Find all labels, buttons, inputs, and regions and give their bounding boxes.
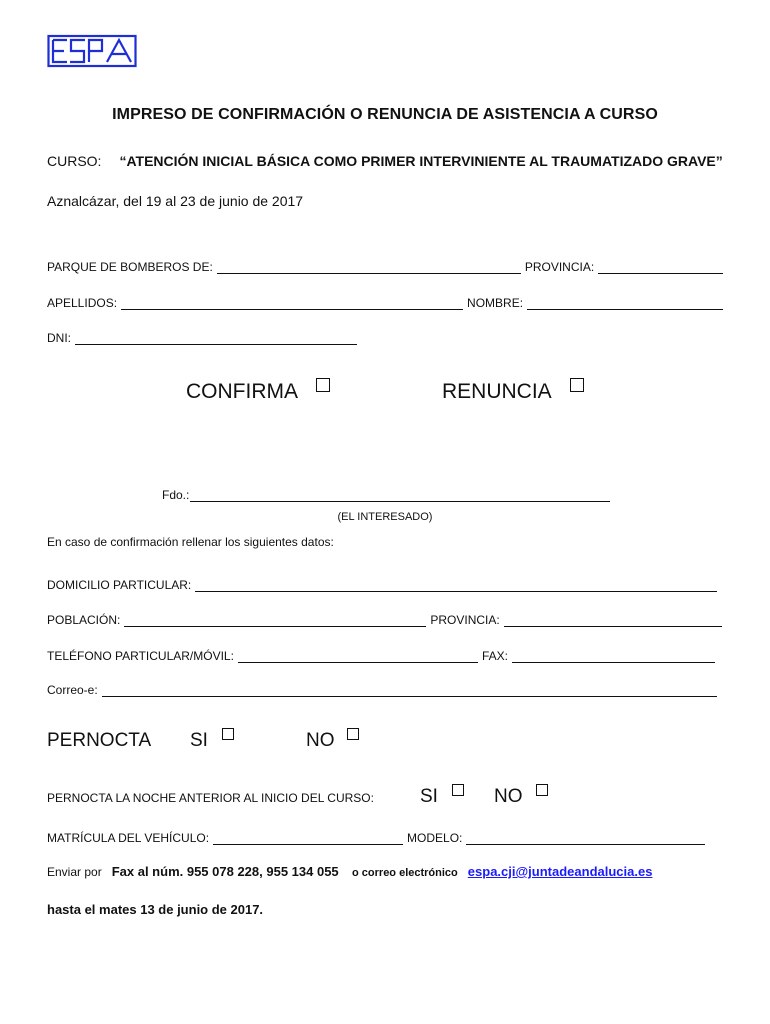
fax-numbers: Fax al núm. 955 078 228, 955 134 055 <box>111 864 339 879</box>
parque-label: PARQUE DE BOMBEROS DE: <box>47 260 213 274</box>
send-instructions <box>47 864 737 879</box>
pernocta-si-checkbox[interactable] <box>222 728 234 740</box>
noche-no-checkbox[interactable] <box>536 784 548 796</box>
apellidos-field[interactable] <box>121 295 463 310</box>
correo-field[interactable] <box>102 682 717 697</box>
row-correo <box>47 679 717 697</box>
poblacion-label: POBLACIÓN: <box>47 613 121 627</box>
enviar-label: Enviar por <box>47 865 102 879</box>
row-apellidos <box>47 292 723 310</box>
domicilio-field[interactable] <box>195 577 717 592</box>
espa-logo <box>47 34 137 68</box>
provincia-label: PROVINCIA: <box>524 260 595 274</box>
modelo-label: MODELO: <box>407 831 463 845</box>
noche-si-label: SI <box>420 786 438 807</box>
row-fdo <box>162 484 610 502</box>
confirma-checkbox[interactable] <box>316 378 330 392</box>
parque-field[interactable] <box>217 259 521 274</box>
confirm-intro: En caso de confirmación rellenar los siguientes datos: <box>47 535 334 549</box>
modelo-field[interactable] <box>466 830 705 845</box>
provincia2-field[interactable] <box>504 612 722 627</box>
row-dni <box>47 327 357 345</box>
matricula-label: MATRÍCULA DEL VEHÍCULO: <box>47 831 210 845</box>
document-title: IMPRESO DE CONFIRMACIÓN O RENUNCIA DE ASISTENCIA A CURSO <box>112 106 658 123</box>
provincia-field[interactable] <box>598 259 723 274</box>
interesado-caption: (EL INTERESADO) <box>337 511 433 523</box>
pernocta-no-label: NO <box>306 730 335 751</box>
fdo-label: Fdo.: <box>162 488 190 502</box>
row-telefono <box>47 645 715 663</box>
telefono-label: TELÉFONO PARTICULAR/MÓVIL: <box>47 649 234 663</box>
nombre-label: NOMBRE: <box>467 296 524 310</box>
matricula-field[interactable] <box>213 830 403 845</box>
fax-label: FAX: <box>481 649 508 663</box>
dni-label: DNI: <box>47 331 71 345</box>
row-vehiculo <box>47 827 705 845</box>
email-link[interactable]: espa.cji@juntadeandalucia.es <box>467 864 653 879</box>
course-label: CURSO: <box>47 153 102 169</box>
confirma-label: CONFIRMA <box>186 380 298 403</box>
pernocta-si-label: SI <box>190 730 208 751</box>
row-poblacion <box>47 609 722 627</box>
row-domicilio <box>47 574 717 592</box>
domicilio-label: DOMICILIO PARTICULAR: <box>47 578 192 592</box>
signature-field[interactable] <box>190 487 610 502</box>
course-name: “ATENCIÓN INICIAL BÁSICA COMO PRIMER INTERVINIENTE AL TRAUMATIZADO GRAVE” <box>119 153 723 169</box>
provincia2-label: PROVINCIA: <box>430 613 500 627</box>
pernocta-label: PERNOCTA <box>47 730 152 751</box>
deadline-text: hasta el mates 13 de junio de 2017. <box>47 902 264 917</box>
telefono-field[interactable] <box>238 648 478 663</box>
row-parque <box>47 256 723 274</box>
correo-label: Correo-e: <box>47 683 98 697</box>
apellidos-label: APELLIDOS: <box>47 296 118 310</box>
renuncia-checkbox[interactable] <box>570 378 584 392</box>
course-place-dates: Aznalcázar, del 19 al 23 de junio de 2017 <box>47 193 304 209</box>
dni-field[interactable] <box>75 330 357 345</box>
o-correo-label: o correo electrónico <box>352 867 458 879</box>
renuncia-label: RENUNCIA <box>442 380 552 403</box>
course-block <box>47 152 727 171</box>
pernocta-no-checkbox[interactable] <box>347 728 359 740</box>
noche-anterior-label: PERNOCTA LA NOCHE ANTERIOR AL INICIO DEL CURSO: <box>47 791 374 805</box>
fax-field[interactable] <box>512 648 715 663</box>
nombre-field[interactable] <box>527 295 723 310</box>
noche-no-label: NO <box>494 786 523 807</box>
poblacion-field[interactable] <box>124 612 426 627</box>
noche-si-checkbox[interactable] <box>452 784 464 796</box>
